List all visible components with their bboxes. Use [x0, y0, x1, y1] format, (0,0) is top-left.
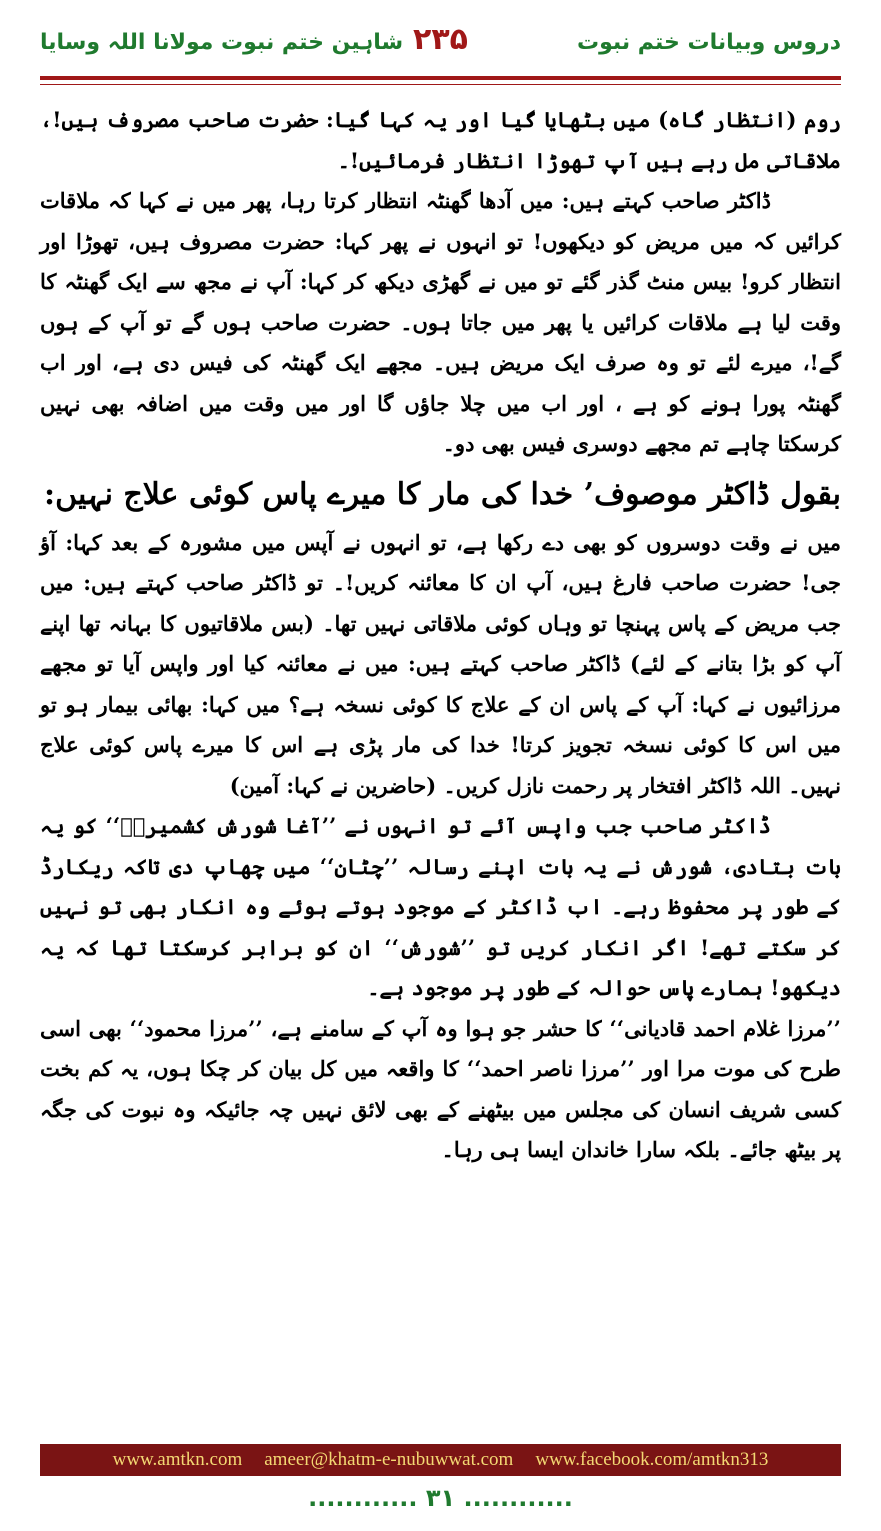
dots-left: ............ — [308, 1484, 418, 1512]
page-header — [40, 22, 841, 62]
paragraph-2: ڈاکٹر صاحب کہتے ہیں: میں آدھا گھنٹہ انتظار کرتا رہا، پھر میں نے کہا کہ ملاقات کرائیں کہ میں مریض کو دیکھوں! تو انہوں نے پھر کہا: حضرت مصروف ہیں، تھوڑا اور انتظار کرو! بیس منٹ گذر گئے تو میں نے گھڑی دیکھ کر کہا: آپ نے مجھ سے ایک گھنٹہ کا وقت لیا ہے ملاقات کرائیں یا پھر میں جاتا ہوں۔ حضرت صاحب ہوں گے تو آپ کے ہوں گے!، میرے لئے تو وہ صرف ایک مریض ہیں۔ مجھے ایک گھنٹہ کی فیس دی ہے، اور اب گھنٹہ پورا ہونے کو ہے ، اور اب میں چلا جاؤں گا اور میں وقت میں اضافہ بھی نہیں کرسکتا چاہے تم مجھے دوسری فیس بھی دو۔ — [40, 188, 841, 456]
website-link[interactable]: www.amtkn.com — [112, 1449, 243, 1470]
footer-links-bar — [40, 1444, 841, 1476]
header-rule-thick — [40, 76, 841, 80]
paragraph-4: ڈاکٹر صاحب جب واپس آئے تو انہوں نے ’’آغا شورش کشمیریؒ‘‘ کو یہ بات بتادی، شورش نے یہ بات اپنے رسالہ ’’چٹان‘‘ میں چھاپ دی تاکہ ریکارڈ کے طور پر محفوظ رہے۔ اب ڈاکٹر کے موجود ہوتے ہوئے وہ انکار بھی تو نہیں کر سکتے تھے! اگر انکار کریں تو ’’شورش‘‘ ان کو برابر کرسکتا تھا کہ یہ دیکھو! ہمارے پاس حوالہ کے طور پر موجود ہے۔ — [40, 813, 841, 1000]
paragraph-5: ’’مرزا غلام احمد قادیانی‘‘ کا حشر جو ہوا وہ آپ کے سامنے ہے، ’’مرزا محمود‘‘ بھی اسی طرح کی موت مرا اور ’’مرزا ناصر احمد‘‘ کا واقعہ میں کل بیان کر چکا ہوں، یہ کم بخت کسی شریف انسان کی مجلس میں بیٹھنے کے بھی لائق نہیں چہ جائیکہ وہ نبوت کی جگہ پر بیٹھ جائے۔ بلکہ سارا خاندان ایسا ہی رہا۔ — [40, 1015, 841, 1162]
page-number: ۳۱ — [425, 1484, 456, 1512]
author-title: شاہین ختم نبوت مولانا اللہ وسایا — [40, 30, 404, 55]
book-title: دروس وبیانات ختم نبوت — [577, 30, 841, 55]
dots-right: ............ — [463, 1484, 573, 1512]
header-rule-thin — [40, 84, 841, 85]
section-heading: بقول ڈاکٹر موصوف’ خدا کی مار کا میرے پاس کوئی علاج نہیں: — [44, 476, 841, 512]
paragraph-1: روم (انتظار گاہ) میں بٹھایا گیا اور یہ کہا گیا: حضرت صاحب مصروف ہیں!، ملاقاتی مل رہے ہیں آپ تھوڑا انتظار فرمائیں!۔ — [40, 107, 841, 173]
email-link[interactable]: ameer@khatm-e-nubuwwat.com — [264, 1449, 514, 1470]
facebook-link[interactable]: www.facebook.com/amtkn313 — [535, 1449, 769, 1470]
book-page-number: ۲۳۵ — [413, 22, 468, 57]
paragraph-3: میں نے وقت دوسروں کو بھی دے رکھا ہے، تو انہوں نے آپس میں مشورہ کے بعد کہا: آؤ جی! حضرت صاحب فارغ ہیں، آپ ان کا معائنہ کریں!۔ تو ڈاکٹر صاحب کہتے ہیں: میں جب مریض کے پاس پہنچا تو وہاں کوئی ملاقاتی نہیں تھا۔ (بس ملاقاتیوں کا بہانہ تھا اپنے آپ کو بڑا بتانے کے لئے) ڈاکٹر صاحب کہتے ہیں: میں نے معائنہ کیا اور واپس آیا تو مجھے مرزائیوں نے کہا: آپ کے پاس ان کے علاج کا کوئی نسخہ ہے؟ میں کہا: بھائی بیمار ہو تو میں اس کا کوئی نسخہ تجویز کرتا! خدا کی مار پڑی ہے اس کا میرے پاس کوئی علاج نہیں۔ اللہ ڈاکٹر افتخار پر رحمت نازل کریں۔ (حاضرین نے کہا: آمین) — [40, 529, 841, 798]
page-number-footer — [0, 1484, 881, 1524]
page-body — [40, 100, 841, 1171]
